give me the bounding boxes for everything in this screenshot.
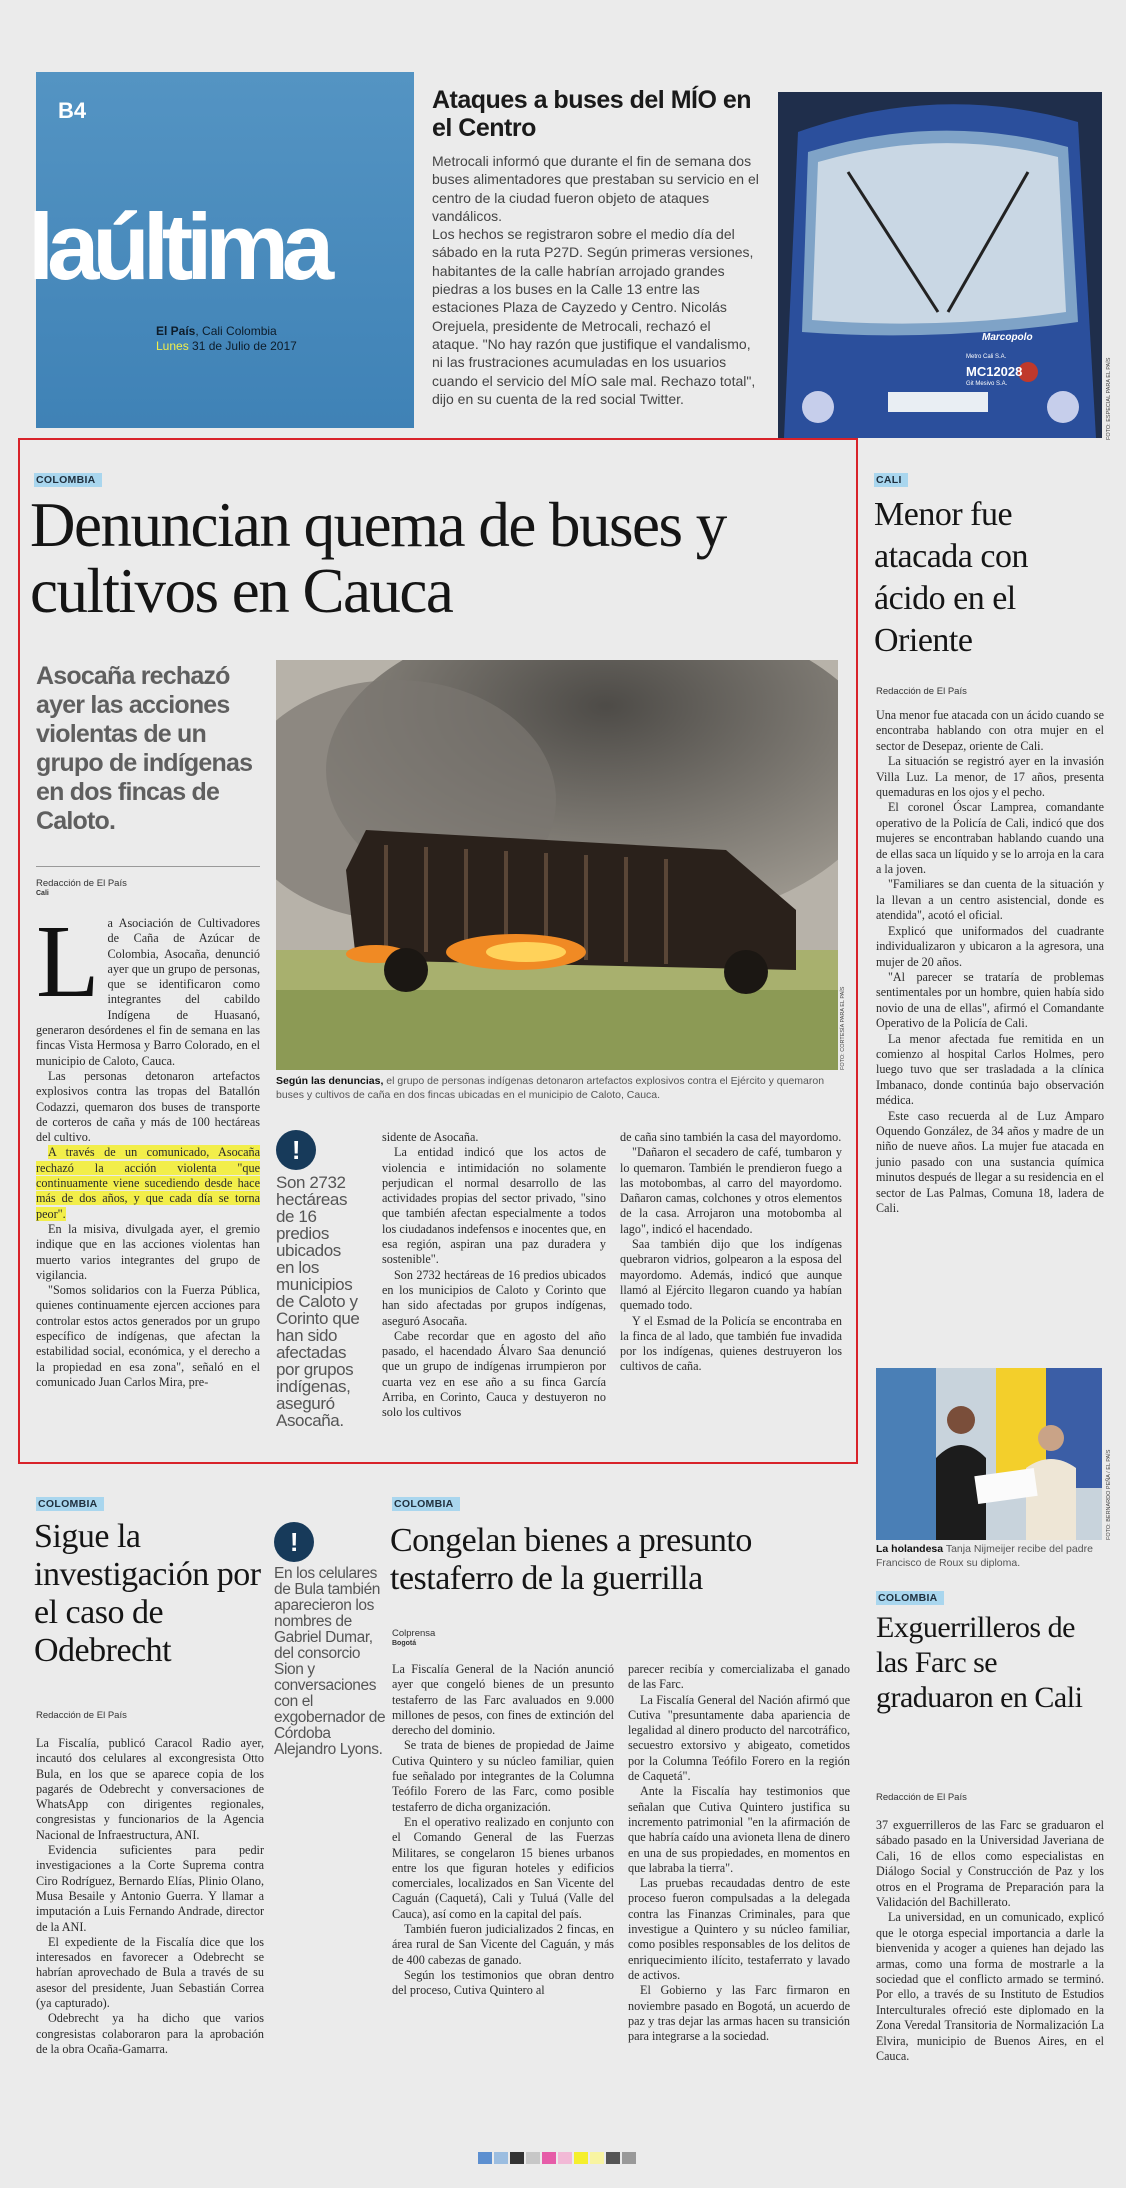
paragraph: La situación se registró ayer en la invasión Villa Luz. La menor, de 17 años, presenta quemaduras en los ojos y el pecho.: [876, 754, 1104, 800]
graduados-section-tag: [876, 1586, 944, 1605]
paragraph: "Dañaron el secadero de café, tumbaron y lo quemaron. También le prendieron fuego a las motobombas, al carro del mayordomo. Dañaron camas, colchones y otros elementos de la casa. Arrojaron una motobomba al lago", indicó el hacendado.: [620, 1145, 842, 1236]
odebrecht-sidebox: [274, 1522, 388, 1758]
bienes-column-1: [392, 1662, 614, 1999]
graduation-illustration: [876, 1368, 1102, 1540]
bus-owner: Metro Cali S.A.: [966, 354, 1007, 360]
page-number: B4: [58, 98, 87, 123]
paragraph: También fueron judicializados 2 fincas, en área rural de San Vicente del Caguán, y más de 400 cabezas de ganado.: [392, 1922, 614, 1967]
cali-body: [876, 708, 1104, 1216]
cali-byline: Redacción de El País: [876, 686, 967, 697]
top-story-body: Metrocali informó que durante el fin de semana dos buses alimentadores que prestaban su servicio en el centro de la ciudad fueron objeto de ataques vandálicos. Los hechos se registraron sobre el medio día del sábado en la ruta P27D. Según primeras versiones, habitantes de la calle habrían arrojado grandes piedras a los buses en la Calle 13 entre las estaciones Plaza de Cayzedo y Centro. Nicolás Orejuela, presidente de Metrocali, rechazó el ataque. "No hay razón que justifique el vandalismo, ni las frustraciones acumuladas en los usuarios cuando el servicio del MÍO sale mal. Rechazo total", dijo en su cuenta de la red social Twitter.: [432, 153, 759, 407]
date: 31 de Julio de 2017: [188, 339, 297, 353]
cali-headline: Menor fue atacada con ácido en el Oriente: [874, 496, 1028, 659]
paragraph: En la misiva, divulgada ayer, el gremio indique que en las acciones violentas han muerto varios integrantes del grupo de vigilancia.: [36, 1221, 260, 1282]
main-headline: Denuncian quema de buses y cultivos en Cauca: [30, 490, 726, 626]
section-tag: COLOMBIA: [876, 1591, 944, 1605]
registration-mark: [494, 2152, 508, 2164]
registration-mark: [510, 2152, 524, 2164]
newspaper-name: El País: [156, 324, 196, 338]
caption-text: el grupo de personas indígenas detonaron artefactos explosivos contra el Ejército y quemaron buses y cultivos de caña en dos fincas ubicadas en el municipio de Caloto, Cauca.: [276, 1075, 825, 1101]
bienes-headline: Congelan bienes a presunto testaferro de la guerrilla: [390, 1522, 752, 1597]
bienes-column-2: [628, 1662, 850, 2044]
registration-mark: [590, 2152, 604, 2164]
fire-photo: [276, 660, 838, 1070]
graduados-headline: Exguerrilleros de las Farc se graduaron en Cali: [876, 1611, 1083, 1714]
paragraph: Se trata de bienes de propiedad de Jaime Cutiva Quintero y su núcleo familiar, quien fue señalado por integrantes de la Columna Teófilo Forero de las Farc, como posible testaferro de dicha organización.: [392, 1738, 614, 1814]
main-column-1: [36, 904, 260, 1390]
section-tag: COLOMBIA: [34, 473, 102, 487]
main-column-4: [620, 1130, 842, 1375]
weekday: Lunes: [156, 339, 189, 353]
bienes-section-tag: [392, 1492, 460, 1511]
byline-author: Colprensa: [392, 1628, 436, 1639]
graduados-body: [876, 1818, 1104, 2065]
odebrecht-body: [36, 1736, 264, 2057]
paragraph: Cabe recordar que en agosto del año pasado, el hacendado Álvaro Saa denunció que un grupo de indígenas irrumpieron por cuarta vez en ese año a su finca García Arriba, en Corinto, Cauca y destuyeron no solo los cultivos: [382, 1328, 606, 1420]
cali-section-tag: [874, 468, 908, 487]
paragraph: Las pruebas recaudadas dentro de este proceso fueron compulsadas a la delegada contra las Finanzas Criminales, para que investigue a Quintero y su núcleo familiar, como posibles responsables de los delitos de enriquecimiento ilícito, testaferrato y lavado de activos.: [628, 1876, 850, 1982]
main-sidebox: [276, 1130, 362, 1429]
byline-city: Cali: [36, 889, 49, 897]
fire-photo-caption: [276, 1074, 838, 1102]
odebrecht-byline: Redacción de El País: [36, 1710, 127, 1721]
caption-lead: La holandesa: [876, 1543, 944, 1555]
registration-mark: [574, 2152, 588, 2164]
paragraph: Explicó que uniformados del cuadrante individualizaron y ubicaron a la agresora, una mujer de 20 años.: [876, 923, 1104, 969]
section-logo: laúltima: [28, 194, 328, 299]
graduation-photo: [876, 1368, 1102, 1540]
paragraph: 37 exguerrilleros de las Farc se graduaron el sábado pasado en la Universidad Javeriana de Cali, 16 de ellos como especialistas en Diálogo Social y Construcción de Paz y los otros en el Programa de Preparación para la Validación del Bachillerato.: [876, 1818, 1104, 1910]
top-story-title: Ataques a buses del MÍO en el Centro: [432, 86, 752, 142]
paragraph: a Asociación de Cultivadores de Caña de Azúcar de Colombia, Asocaña, denunció ayer que un grupo de personas, que se identificaron como integrantes del cabildo Indígena de Huasanó, generaron desórdenes el fin de semana en las fincas Vista Hermosa y Barro Colorado, en el municipio de Caloto, Cauca.: [36, 916, 260, 1068]
paragraph: de caña sino también la casa del mayordomo.: [620, 1130, 842, 1144]
deck-rule: [36, 866, 260, 867]
paragraph: Saa también dijo que los indígenas quebraron vidrios, golpearon a la esposa del mayordomo. Además, indicó que aunque llamó al Ejército llegaron cuando ya habían quemado todo.: [620, 1237, 842, 1313]
odebrecht-headline: Sigue la investigación por el caso de Odebrecht: [34, 1518, 261, 1669]
fire-photo-credit: FOTO: CORTESÍA PARA EL PAÍS: [840, 986, 846, 1070]
caption-lead: Según las denuncias,: [276, 1075, 384, 1087]
registration-mark: [606, 2152, 620, 2164]
exclamation-icon: !: [274, 1522, 314, 1562]
paragraph: Y el Esmad de la Policía se encontraba en la finca de al lado, que también fue invadida por los indígenas, quienes destruyeron los cultivos de caña.: [620, 1313, 842, 1374]
main-section-tag: [34, 468, 102, 487]
paragraph: La entidad indicó que los actos de violencia e intimidación no solamente perjudican el normal desarrollo de las actividades propias del sector privado, "sino que también afectan especialmente a todos los ciudadanos indefensos e inocentes que, en esa región, aspiran una paz duradera y sostenible".: [382, 1145, 606, 1267]
masthead: [28, 72, 414, 428]
paragraph: La universidad, en un comunicado, explicó que le otorga especial importancia a darle la bienvenida y acoger a quienes han dejado las armas, como una forma de mostrarle a la sociedad que el conflicto armado se terminó. Por ello, a través de su Instituto de Estudios Interculturales ofreció este diplomado en la Zona Veredal Transitoria de Normalización La Elvira, municipio de Buenos Aires, en el Cauca.: [876, 1910, 1104, 2064]
paragraph: sidente de Asocaña.: [382, 1130, 479, 1144]
section-tag: COLOMBIA: [392, 1497, 460, 1511]
exclamation-icon: !: [276, 1130, 316, 1170]
bus-brand: Marcopolo: [982, 332, 1033, 343]
registration-mark: [558, 2152, 572, 2164]
paragraph: La Fiscalía, publicó Caracol Radio ayer, incautó dos celulares al excongresista Otto Bula, en los que se aparece copia de los pagarés de Odebrecht y conversaciones de WhatsApp con dirigentes regionales, congresistas y funcionarios de la Agencia Nacional de Infraestructura, ANI.: [36, 1736, 264, 1842]
highlighted-paragraph: A través de un comunicado, Asocaña rechazó la acción violenta "que continuamente viene sucediendo desde hace más de dos años, y que cada día se torna peor".: [36, 1145, 260, 1221]
top-photo-credit: FOTO: ESPECIAL PARA EL PAÍS: [1106, 357, 1112, 440]
byline-city: Bogotá: [392, 1639, 417, 1647]
bienes-byline: [392, 1628, 435, 1649]
top-story: [432, 86, 760, 436]
section-tag: CALI: [874, 473, 908, 487]
registration-mark: [526, 2152, 540, 2164]
main-deck: Asocaña rechazó ayer las acciones violentas de un grupo de indígenas en dos fincas de Caloto.: [36, 662, 253, 835]
bus-plate: MC12028: [966, 364, 1023, 379]
paragraph: "Al parecer se trataría de problemas sentimentales por un hombre, quien había sido novio de una de ellas", afirmó el Comandante Operativo de la Policía de Cali.: [876, 969, 1104, 1031]
registration-mark: [622, 2152, 636, 2164]
masthead-dateline: [156, 324, 297, 354]
paragraph: Una menor fue atacada con un ácido cuando se encontraba hablando con otra mujer en el sector de Desepaz, oriente de Cali.: [876, 708, 1104, 753]
odebrecht-section-tag: [36, 1492, 104, 1511]
caption-text: Tanja Nijmeijer recibe del padre Francisco de Roux su diploma.: [876, 1543, 1093, 1569]
bus-owner-2: Git Mesivo S.A.: [966, 381, 1008, 387]
paragraph: "Familiares se dan cuenta de la situación y la llevan a un centro asistencial, donde es atendida", acotó el oficial.: [876, 877, 1104, 923]
paragraph: Odebrecht ya ha dicho que varios congresistas colaboraron para la aprobación de la obra Ocaña-Gamarra.: [36, 2011, 264, 2056]
paragraph: Según los testimonios que obran dentro del proceso, Cutiva Quintero al: [392, 1967, 614, 1998]
sidebox-text: En los celulares de Bula también aparecieron los nombres de Gabriel Dumar, del consorcio Sion y conversaciones con el exgobernador de Córdoba Alejandro Lyons.: [274, 1565, 386, 1758]
paragraph: La Fiscalía General del Nación afirmó que Cutiva "presuntamente daba apariencia de legalidad al dinero producto del narcotráfico, secuestro extorsivo y abigeato, cometidos por la Columna Teófilo Forero en la región de Caquetá".: [628, 1692, 850, 1784]
burned-bus-illustration: [276, 660, 838, 1070]
city: , Cali Colombia: [195, 324, 277, 338]
paragraph: Son 2732 hectáreas de 16 predios ubicados en los municipios de Caloto y Corinto que han sido afectadas por grupos indígenas, aseguró Asocaña.: [382, 1267, 606, 1328]
paragraph: El expediente de la Fiscalía dice que los interesados en favorecer a Odebrecht se habrían aprovechado de Bula a través de su asesor del presidente, Juan Sebastián Correa (ya capturado).: [36, 1934, 264, 2011]
graduation-caption: [876, 1542, 1102, 1570]
registration-mark: [478, 2152, 492, 2164]
paragraph: La menor afectada fue remitida en un comienzo al hospital Carlos Holmes, pero luego tuvo que ser trasladada a la clínica Imbanaco, donde continúa bajo observación médica.: [876, 1031, 1104, 1108]
main-byline: [36, 878, 127, 899]
main-column-3: [382, 1130, 606, 1421]
graduation-photo-credit: FOTO: BERNARDO PEÑA / EL PAÍS: [1106, 1449, 1112, 1540]
paragraph: El Gobierno y las Farc firmaron en noviembre pasado en Bogotá, un acuerdo de paz y tras dejar las armas hacen su transición para integrarse a la sociedad.: [628, 1983, 850, 2044]
registration-mark: [542, 2152, 556, 2164]
sidebox-text: Son 2732 hectáreas de 16 predios ubicados en los municipios de Caloto y Corinto que han sido afectadas por grupos indígenas, aseguró Asocaña.: [276, 1173, 360, 1430]
graduados-byline: Redacción de El País: [876, 1792, 967, 1803]
top-bus-photo: [778, 92, 1102, 438]
paragraph: Las personas detonaron artefactos explosivos contra las tropas del Batallón Codazzi, quemaron dos buses de transporte de corteros de caña y más de 100 hectáreas del cultivo.: [36, 1068, 260, 1145]
bus-front-illustration: [778, 92, 1102, 438]
dropcap: L: [36, 904, 100, 1019]
paragraph: El coronel Óscar Lamprea, comandante operativo de la Policía de Cali, indicó que dos mujeres se encontraban hablando cuando una de ellas saca un líquido y se lo arroja en la cara a la joven.: [876, 800, 1105, 877]
paragraph: "Somos solidarios con la Fuerza Pública, quienes continuamente ejercen acciones para controlar estos actos generados por un grupo específico de indígenas, que afectan la estabilidad social, económica, y el derecho a la propiedad en esa zona", señaló en el comunicado Juan Carlos Mira, pre-: [36, 1283, 260, 1389]
paragraph: Ante la Fiscalía hay testimonios que señalan que Cutiva Quintero justifica su incremento patrimonial "en la afirmación de que habría caído una avioneta llena de dinero en una de sus propiedades, en momentos en que labraba la tierra".: [628, 1784, 850, 1875]
section-tag: COLOMBIA: [36, 1497, 104, 1511]
paragraph: La Fiscalía General de la Nación anunció ayer que congeló bienes de un presunto testaferro de las Farc avaluados en 9.000 millones de pesos, con fines de extinción del derecho del dominio.: [392, 1662, 614, 1738]
paragraph: En el operativo realizado en conjunto con el Comando General de las Fuerzas Militares, se congelaron 15 bienes urbanos entre los que figuran hoteles y edificios comerciales, localizados en San Vicente del Caguán (Caquetá), Cali y Tuluá (Valle del Cauca), así como en la capital del país.: [392, 1814, 614, 1921]
paragraph: parecer recibía y comercializaba el ganado de las Farc.: [628, 1662, 850, 1692]
paragraph: Este caso recuerda al de Luz Amparo Oquendo González, de 34 años y madre de un niño de nueve años. La mujer fue atacada en junio pasado con una sustancia química minutos después de llegar a su residencia en el sector de Las Palmas, Comuna 18, ladera de Cali.: [876, 1108, 1104, 1215]
byline-author: Redacción de El País: [36, 878, 127, 889]
paragraph: Evidencia suficientes para pedir investigaciones a la Corte Suprema contra Ciro Rodríguez, Bernardo Elías, Plinio Olano, Musa Besaile y Antonio Guerra. Y llamar a imputación a Luis Fernando Andrade, director de la ANI.: [36, 1843, 264, 1934]
